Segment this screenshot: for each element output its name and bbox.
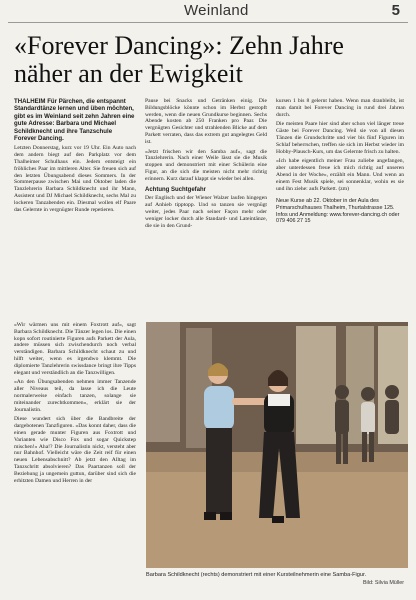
photo-caption: Barbara Schildknecht (rechts) demonstriert mit einer Kursteilnehmerin eine Samba-Figur. (146, 572, 367, 578)
newspaper-page (8, 0, 408, 600)
page-header (8, 0, 408, 24)
body-paragraph: kursen 1 bis 8 gelernt haben. Wenn man dranbleibt, ist man damit bei Forever Dancing in rund drei Jahren durch. (276, 98, 404, 118)
body-paragraph: Pause bei Snacks und Getränken einig. Die Bildungsblöcke könnte schon im Herbst gestopft werden, wenn die neuen Grundkurse beginnen. Sechs Abende kosten ab 250 Franken pro Paar. Die vergnügten Gesichter und strahlenden Blicke auf dem Parkett verraten, dass das extrem gut angelegtes Geld ist. (145, 98, 267, 145)
article-photo (146, 322, 408, 568)
body-paragraph: «Wir wärmen uns mit einem Foxtrott auf», sagt Barbara Schildknecht. Die Tänzer legen los. Die einen kopn sofort routinierte Figuren aufs Parkett der Aula, andere müssen sich zwischendurch noch verbal verständigen. Barbara Schildknecht schaut zu und hilft weiter, wenn es irgendwo klemmt. Die diplomierte Tanzlehrerin swissdance bringt ihre Tipps elegant und verständlich an die Tanzwilligen. (14, 322, 136, 376)
lead-text: Für Pärchen, die entspannt Standardtänze lernen und üben möchten, gibt es im Weinland seit zehn Jahren eine gute Adresse: Barbara und Michael Schildknecht und ihre Tanzschule Forever Dancing. (14, 98, 135, 143)
photo-credit: Bild: Silvia Müller (362, 580, 404, 586)
article-columns (14, 98, 406, 320)
body-paragraph: Die meisten Paare hier sind aber schon viel länger treue Gäste bei Forever Dancing. Weil sie von all diesen Tänzen die Grundschritte und vier bis fünf Figuren im Schlaf beherrschen, treffen sie sich im Herbst wieder im Hobby-Plausch-Kurs, um das Gelernte frisch zu halten. (276, 121, 404, 155)
headline: «Forever Dancing»: Zehn Jahre näher an der Ewigkeit (14, 31, 344, 88)
lead-paragraph (14, 98, 136, 142)
course-info: Neue Kurse ab 22. Oktober in der Aula des Primarschulhauses Thalheim, Thurtalstrasse 125. Infos und Anmeldung: www.forever-dancing.ch oder 079 406 27 15 (276, 198, 400, 225)
section-title: Weinland (184, 2, 249, 19)
column-3 (276, 98, 404, 320)
subheading: Achtung Suchtgefahr (145, 186, 206, 193)
column-1 (14, 98, 136, 320)
body-paragraph: «Ich habe eigentlich meiner Frau zuliebe angefangen, aber unterdessen freue ich mich richtig auf unseren Abend in der Woche», erzählt ein Mann. Und wenn an einem Fest Musik spiele, sei sonnenklar, wohin es sie und ihn ziehe: aufs Parkett. (zm) (276, 158, 404, 192)
dateline: THALHEIM (14, 98, 46, 105)
body-paragraph: Letzten Donnerstag, kurz vor 19 Uhr. Ein Auto nach dem andern biegt auf den Parkplatz vor dem Thalheimer Schulhaus ein. Jedem entsteigt ein fröhliches Paar im mittleren Alter. Sie freuen sich auf den letzten Übungsabend dieses Sommers. In der Sommerpause zwischen Mai und Oktober laden die Tanzlehrerin Barbara Schildknecht und ihr Mann, Assistent und DJ Michael Schildknecht, sechs Mal zu lockeren Tanzabenden ein. Diesmal wollen elf Paare das Gelernte in vergnügter Runde repetieren. (14, 145, 136, 213)
page-number: 5 (391, 2, 400, 19)
column-2 (145, 98, 267, 320)
header-rule (8, 22, 408, 23)
column-1-continued (14, 322, 136, 590)
dance-photo-illustration (146, 322, 408, 568)
body-paragraph: «Jetzt frischen wir den Samba auf», sagt die Tanzlehrerin. Nach einer Weile lässt sie die Musik stoppen und demonstriert mit einer Schülerin eine Figur, an die sich die meisten nicht mehr richtig erinnern. Kurz darauf klappt sie wieder bei allen. (145, 148, 267, 182)
body-paragraph: Diese wundert sich über die Bandbreite der dargebotenen Tanzfiguren. «Das konnt daher, dass die einen gerade munter Figuren aus Foxtrott und Varianten wie Disco Fox und sogar Quickstep mischen!» Aha!? Die Journalistin nickt, versteht aber nur Bahnhof. Vielleicht wäre die Zeit reif für einen neuen Lebensabschnitt? Ab jetzt den Alltag im Tanzschritt absolvieren? Das Paartanzen soll der Beziehung ja ungemein guttun, darüber sind sich die erhitzten Damen und Herren in der (14, 416, 136, 484)
body-paragraph: «An den Übungsabenden nehmen immer Tanzende aller Niveaus teil, da lasse ich die Leute normalerweise einfach tanzen, solange sie miteinander zurechtkommen», erklärt sie der Journalistin. (14, 379, 136, 413)
body-paragraph: Der Englisch und der Wiener Walzer laufen hingegen auf Anhieb tipptopp. Und so tanzen sie vergnügt weiter, jedes Paar nach seiner Façon mehr oder weniger locker durch alle Standard- und Lateintänze, die sie in den Grund- (145, 195, 267, 229)
